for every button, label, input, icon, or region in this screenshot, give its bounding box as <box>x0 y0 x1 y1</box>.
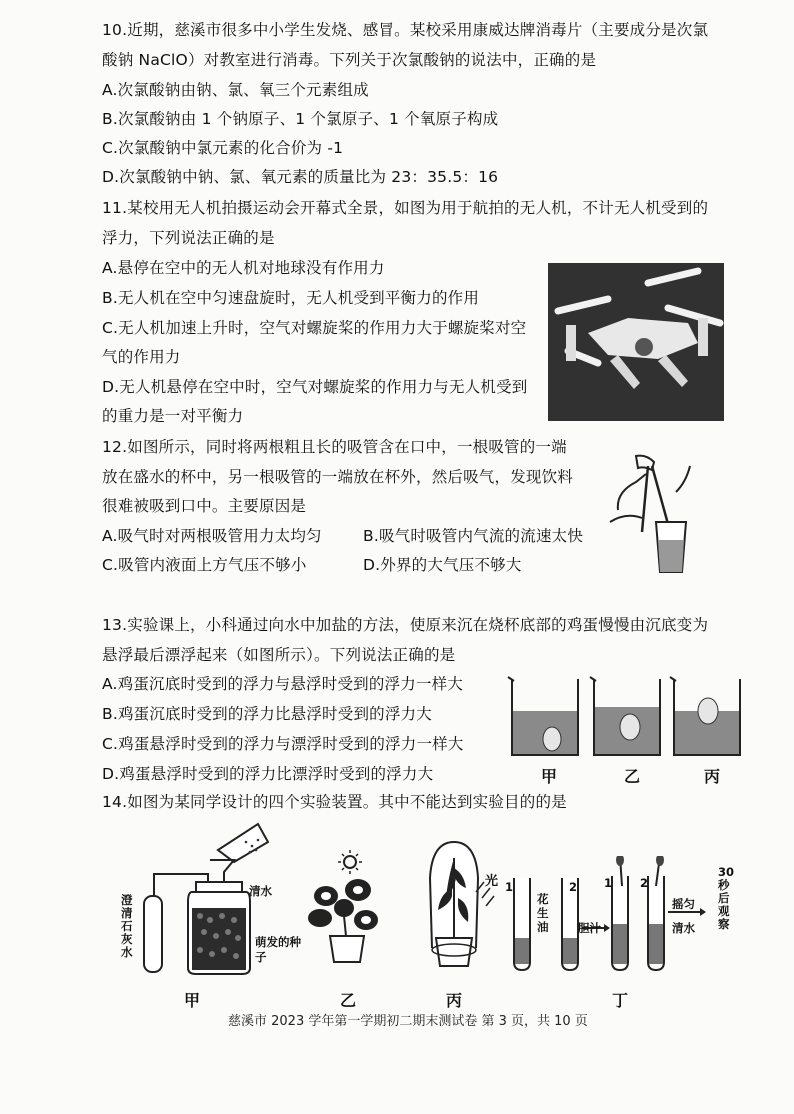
test-tube-3 <box>612 856 628 970</box>
ding-oil-label: 花生油 <box>537 892 549 934</box>
q11-stem-line2: 浮力，下列说法正确的是 <box>102 229 275 247</box>
q13-option-b: B.鸡蛋沉底时受到的浮力比悬浮时受到的浮力大 <box>102 705 432 723</box>
q12-stem-line2: 放在盛水的杯中，另一根吸管的一端放在杯外，然后吸气，发现饮料 <box>102 468 574 486</box>
experiment-bing-figure <box>418 838 498 978</box>
q10-option-a: A.次氯酸钠由钠、氯、氧三个元素组成 <box>102 81 369 99</box>
q10-stem-line2: 酸钠 NaClO）对教室进行消毒。下列关于次氯酸钠的说法中，正确的是 <box>102 51 597 69</box>
beaker-label-bing: 丙 <box>704 767 721 786</box>
experiment-yi-figure <box>306 850 386 970</box>
q11-option-a: A.悬停在空中的无人机对地球没有作用力 <box>102 259 385 277</box>
beaker-yi <box>590 677 660 755</box>
ding-bile-label: 胆汁 <box>578 921 601 935</box>
q12-option-d: D.外界的大气压不够大 <box>363 556 522 574</box>
test-tube-1 <box>514 878 530 970</box>
q12-option-b: B.吸气时吸管内气流的流速太快 <box>363 527 584 545</box>
q13-option-c: C.鸡蛋悬浮时受到的浮力与漂浮时受到的浮力一样大 <box>102 735 464 753</box>
q12-stem-line3: 很难被吸到口中。主要原因是 <box>102 497 307 515</box>
beaker-bing <box>670 677 740 755</box>
beaker-label-yi: 乙 <box>624 767 641 786</box>
ding-tube-number-2: 2 <box>569 880 578 894</box>
q13-stem-line2: 悬浮最后漂浮起来（如图所示）。下列说法正确的是 <box>102 646 456 664</box>
q11-option-d-line2: 的重力是一对平衡力 <box>102 407 244 425</box>
straw-drinking-figure <box>606 452 702 580</box>
sun-icon <box>338 850 362 874</box>
q10-option-d: D.次氯酸钠中钠、氯、氧元素的质量比为 23：35.5：16 <box>102 168 499 186</box>
page-footer: 慈溪市 2023 学年第一学期初二期末测试卷 第 3 页，共 10 页 <box>228 1014 588 1029</box>
q11-stem-line1: 11.某校用无人机拍摄运动会开幕式全景，如图为用于航拍的无人机，不计无人机受到的 <box>102 199 709 217</box>
egg-beakers-figure <box>506 671 746 761</box>
jia-seeds-label: 萌发的种子 <box>255 935 301 964</box>
beaker-label-jia: 甲 <box>541 767 558 786</box>
test-tube-4 <box>648 856 664 970</box>
q10-stem-line1: 10.近期，慈溪市很多中小学生发烧、感冒。某校采用康威达牌消毒片（主要成分是次氯 <box>102 21 709 39</box>
q13-option-a: A.鸡蛋沉底时受到的浮力与悬浮时受到的浮力一样大 <box>102 675 464 693</box>
q12-option-c: C.吸管内液面上方气压不够小 <box>102 556 307 574</box>
ding-water-label: 清水 <box>672 921 695 935</box>
q10-option-c: C.次氯酸钠中氯元素的化合价为 -1 <box>102 139 344 157</box>
bing-light-label: 光 <box>485 874 499 889</box>
ding-tube-number-4: 2 <box>640 876 649 890</box>
jia-water-label: 清水 <box>249 884 272 898</box>
q10-option-b: B.次氯酸钠由 1 个钠原子、1 个氯原子、1 个氧原子构成 <box>102 110 499 128</box>
beaker-jia <box>508 677 578 755</box>
q14-label-jia: 甲 <box>184 991 201 1010</box>
q14-label-yi: 乙 <box>340 991 357 1010</box>
jia-limewater-label: 澄清石灰水 <box>121 893 133 959</box>
ding-tube-number-3: 1 <box>604 876 613 890</box>
q11-option-c-line2: 气的作用力 <box>102 348 181 366</box>
q11-option-d-line1: D.无人机悬停在空中时，空气对螺旋桨的作用力与无人机受到 <box>102 378 528 396</box>
q11-option-c-line1: C.无人机加速上升时，空气对螺旋桨的作用力大于螺旋桨对空 <box>102 319 527 337</box>
ding-tube-number-1: 1 <box>505 880 514 894</box>
q11-option-b: B.无人机在空中匀速盘旋时，无人机受到平衡力的作用 <box>102 289 480 307</box>
q13-stem-line1: 13.实验课上，小科通过向水中加盐的方法，使原来沉在烧杯底部的鸡蛋慢慢由沉底变为 <box>102 616 709 634</box>
ding-observe-label: 30秒后观察 <box>718 865 735 931</box>
q12-stem-line1: 12.如图所示，同时将两根粗且长的吸管含在口中，一根吸管的一端 <box>102 438 567 456</box>
q14-label-bing: 丙 <box>446 991 463 1010</box>
q14-label-ding: 丁 <box>612 991 629 1010</box>
experiment-ding-figure <box>500 856 720 976</box>
ding-shake-label: 摇匀 <box>672 897 695 911</box>
q12-option-a: A.吸气时对两根吸管用力太均匀 <box>102 527 322 545</box>
drone-photo <box>548 263 724 421</box>
q13-option-d: D.鸡蛋悬浮时受到的浮力比漂浮时受到的浮力大 <box>102 765 434 783</box>
q14-stem: 14.如图为某同学设计的四个实验装置。其中不能达到实验目的的是 <box>102 793 567 811</box>
